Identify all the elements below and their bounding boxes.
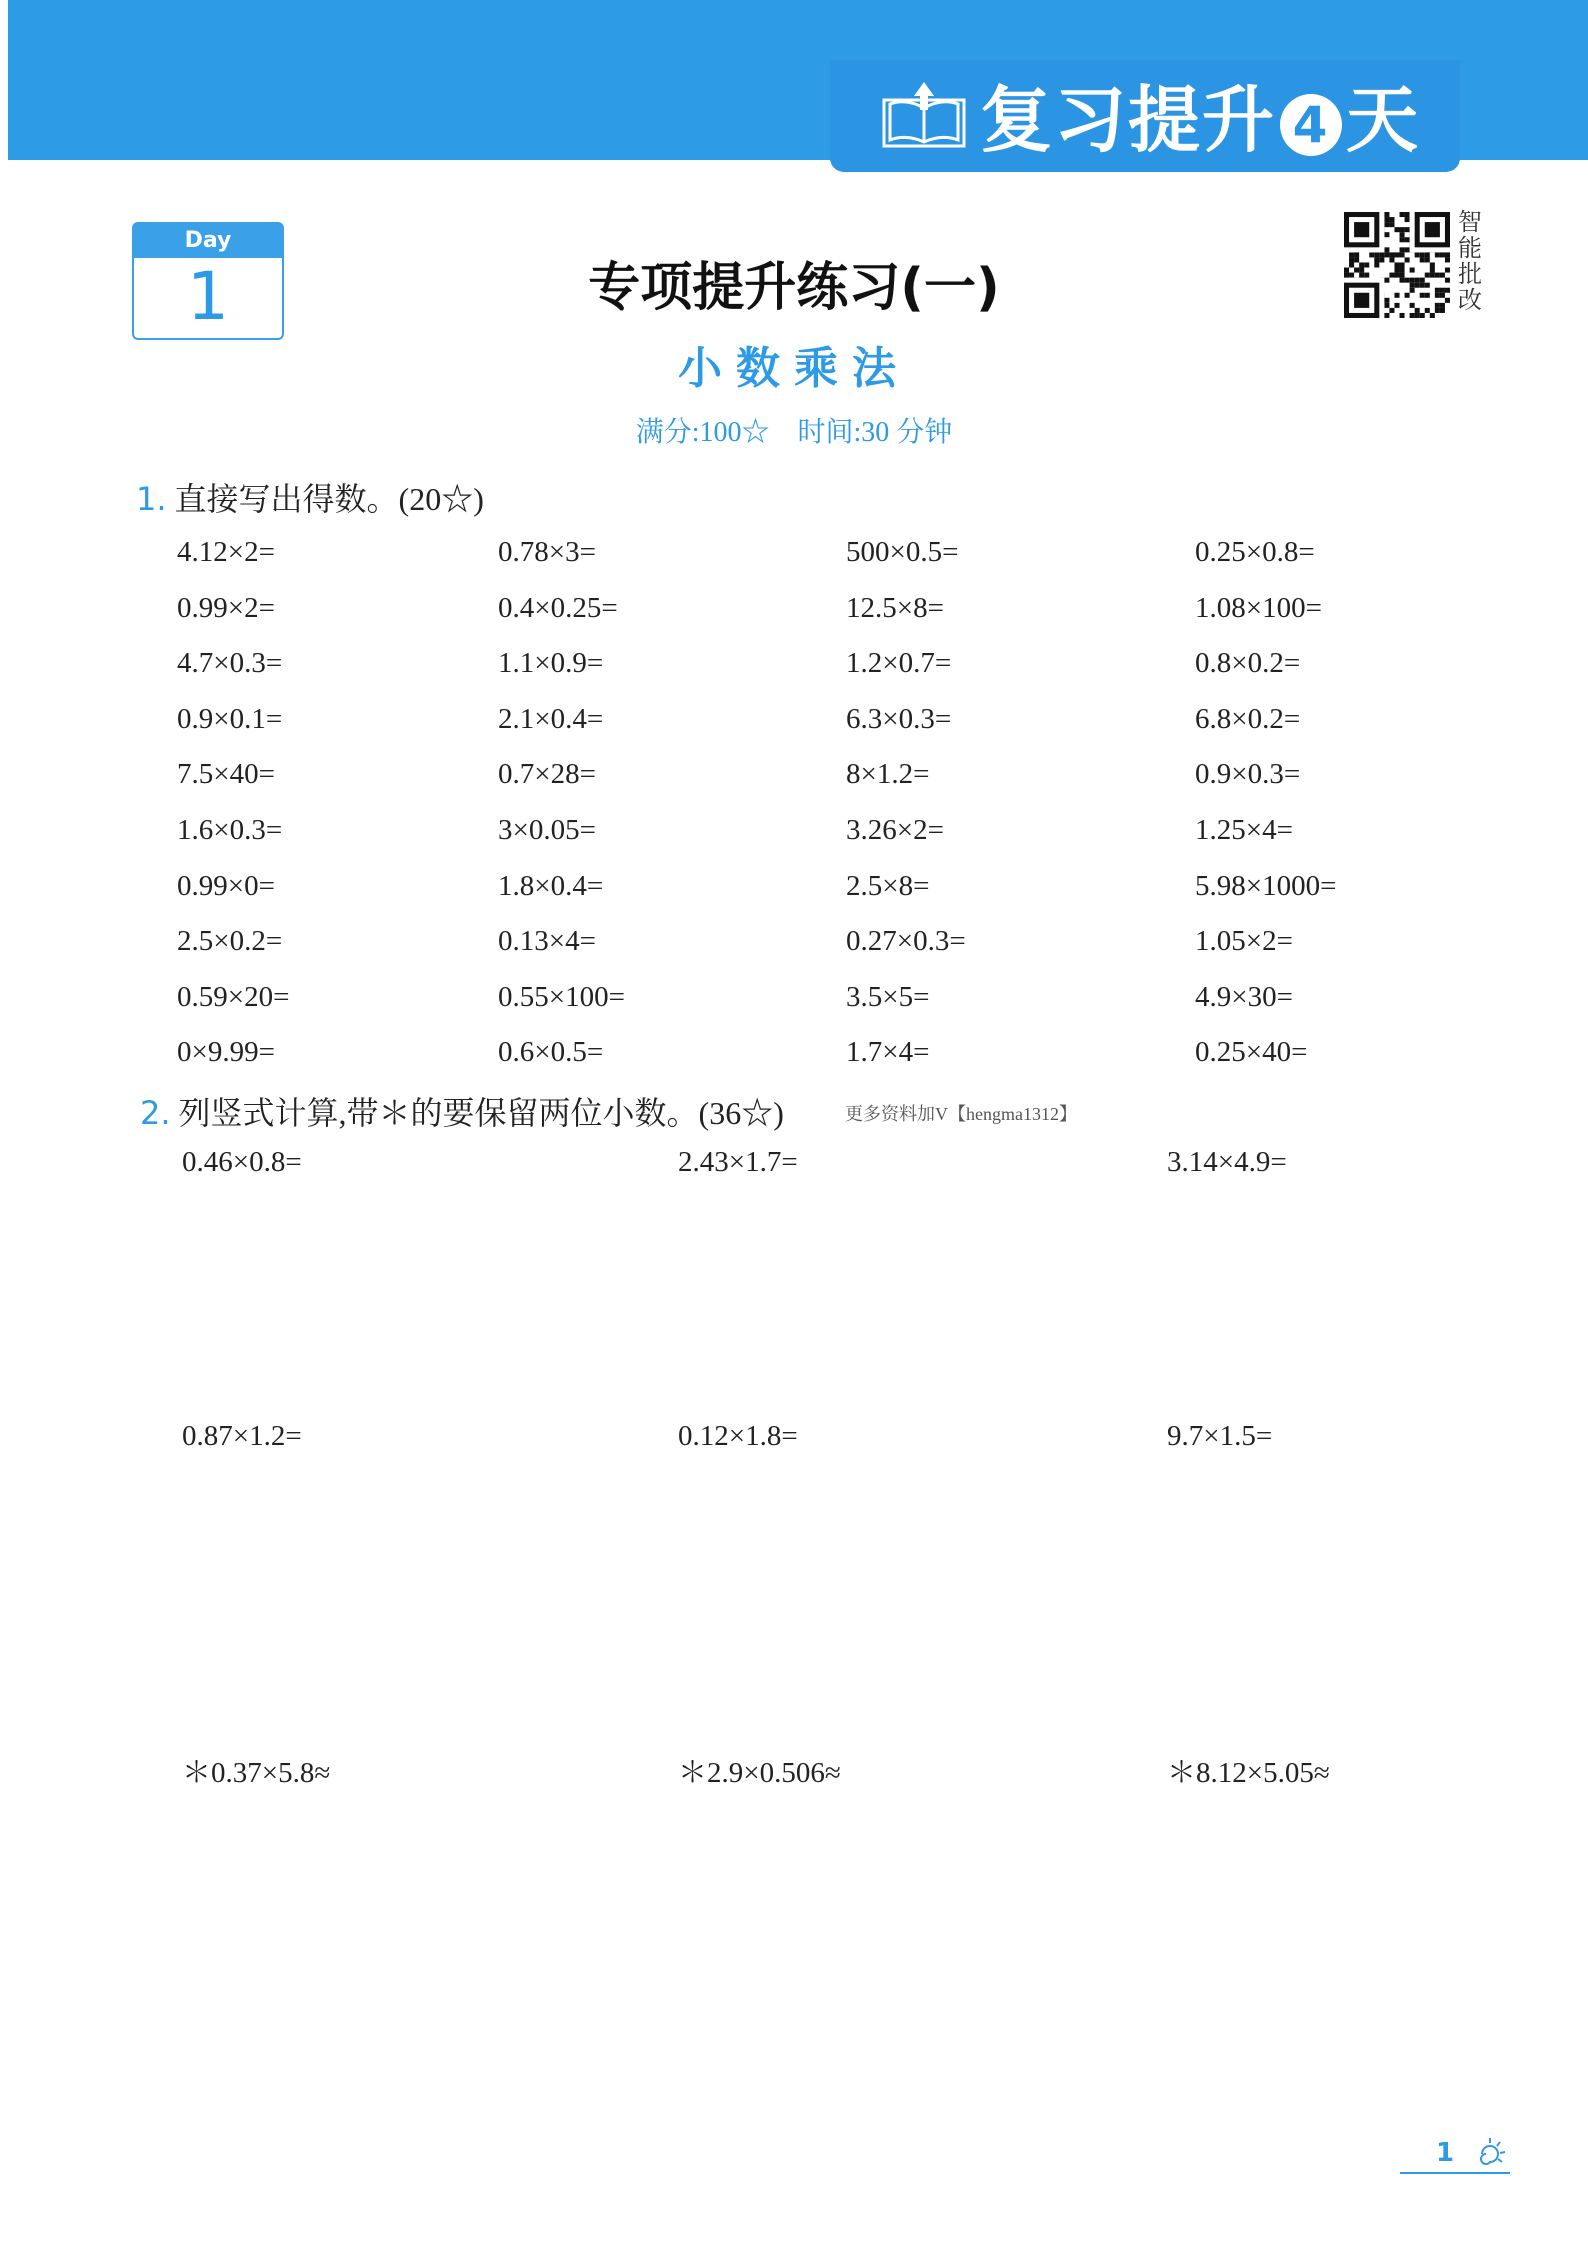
page-subtitle: 小数乘法 xyxy=(678,343,910,394)
mental-math-problem: 2.1×0.4= xyxy=(498,702,604,735)
resource-note: 更多资料加V【hengma1312】 xyxy=(845,1104,1077,1124)
question-number: 1. xyxy=(136,480,167,518)
mental-math-problem: 0.9×0.1= xyxy=(177,702,283,735)
mental-math-problem: 3.5×5= xyxy=(846,980,930,1013)
mental-math-problem: 4.12×2= xyxy=(177,536,275,568)
banner-title-suffix: 天 xyxy=(1346,78,1421,162)
score-time-info xyxy=(0,410,1588,450)
page-number-underline xyxy=(1400,2172,1510,2174)
mental-math-problem: 0.7×28= xyxy=(498,758,596,791)
vertical-calc-problem: 0.87×1.2= xyxy=(182,1420,302,1452)
question-text: 直接写出得数。(20☆) xyxy=(174,481,484,517)
mental-math-problem: 0.25×40= xyxy=(1195,1036,1308,1069)
mental-math-problem: 0.6×0.5= xyxy=(498,1036,604,1069)
vertical-calc-problem: 9.7×1.5= xyxy=(1167,1420,1273,1452)
mental-math-problem: 3×0.05= xyxy=(498,814,596,846)
mental-math-problem: 7.5×40= xyxy=(177,758,275,791)
mental-math-problem: 1.05×2= xyxy=(1195,925,1293,958)
mental-math-problem: 0.99×0= xyxy=(177,869,275,902)
mental-math-problem: 2.5×8= xyxy=(846,869,930,902)
mental-math-problem: 1.8×0.4= xyxy=(498,869,604,902)
mental-math-problem: 0.4×0.25= xyxy=(498,591,618,624)
vertical-calc-problem: 0.12×1.8= xyxy=(678,1420,798,1452)
mental-math-problem: 0.78×3= xyxy=(498,536,596,568)
mental-math-problem: 6.3×0.3= xyxy=(846,702,952,735)
mental-math-problem: 1.7×4= xyxy=(846,1036,930,1069)
mental-math-problem: 4.9×30= xyxy=(1195,980,1293,1013)
mental-math-problem: 0.13×4= xyxy=(498,925,596,958)
vertical-calc-problem: ＊2.9×0.506≈ xyxy=(678,1757,841,1789)
question-text: 列竖式计算,带＊的要保留两位小数。(36☆) xyxy=(178,1095,784,1131)
mental-math-problem: 0×9.99= xyxy=(177,1036,275,1069)
mental-math-problem: 1.1×0.9= xyxy=(498,647,604,680)
mental-math-problem: 2.5×0.2= xyxy=(177,925,283,958)
mental-math-problem: 4.7×0.3= xyxy=(177,647,283,680)
mental-math-problem: 6.8×0.2= xyxy=(1195,702,1301,735)
mental-math-problem: 12.5×8= xyxy=(846,591,944,624)
book-icon xyxy=(882,80,966,148)
day-number: 1 xyxy=(187,258,229,335)
page-number: 1 xyxy=(1436,2138,1455,2168)
full-score: 满分:100☆ xyxy=(635,417,770,448)
mental-math-problem: 0.99×2= xyxy=(177,591,275,624)
mental-math-problem: 0.55×100= xyxy=(498,980,625,1013)
question-number: 2. xyxy=(140,1094,171,1132)
mental-math-problem: 0.8×0.2= xyxy=(1195,647,1301,680)
vertical-calc-problem: ＊8.12×5.05≈ xyxy=(1167,1757,1330,1789)
qr-label: 智能批改 xyxy=(1458,210,1482,314)
time-limit: 时间:30 分钟 xyxy=(797,417,953,448)
mental-math-problem: 0.9×0.3= xyxy=(1195,758,1301,791)
mental-math-problem: 5.98×1000= xyxy=(1195,869,1337,902)
question-1-title xyxy=(136,474,484,520)
sun-swirl-icon xyxy=(1468,2134,1512,2170)
mental-math-problem: 0.27×0.3= xyxy=(846,925,966,958)
mental-math-problem: 1.6×0.3= xyxy=(177,814,283,846)
mental-math-problem: 8×1.2= xyxy=(846,758,930,791)
vertical-calc-problem: 3.14×4.9= xyxy=(1167,1146,1287,1178)
page-title: 专项提升练习(一) xyxy=(588,258,1000,318)
question-2-title xyxy=(140,1088,784,1134)
banner-day-count: 4 xyxy=(1280,94,1342,156)
mental-math-problem: 1.25×4= xyxy=(1195,814,1293,846)
mental-math-problem: 3.26×2= xyxy=(846,814,944,846)
qr-code-icon[interactable] xyxy=(1344,212,1450,318)
mental-math-problem: 500×0.5= xyxy=(846,536,959,568)
banner-title-text: 复习提升 xyxy=(980,78,1277,162)
mental-math-problem: 1.2×0.7= xyxy=(846,647,952,680)
banner-title xyxy=(980,62,1420,166)
day-label: Day xyxy=(134,224,282,258)
mental-math-problem: 1.08×100= xyxy=(1195,591,1322,624)
vertical-calc-problem: 0.46×0.8= xyxy=(182,1146,302,1178)
vertical-calc-problem: 2.43×1.7= xyxy=(678,1146,798,1178)
mental-math-problem: 0.59×20= xyxy=(177,980,290,1013)
vertical-calc-problem: ＊0.37×5.8≈ xyxy=(182,1757,331,1789)
mental-math-problem: 0.25×0.8= xyxy=(1195,536,1315,568)
